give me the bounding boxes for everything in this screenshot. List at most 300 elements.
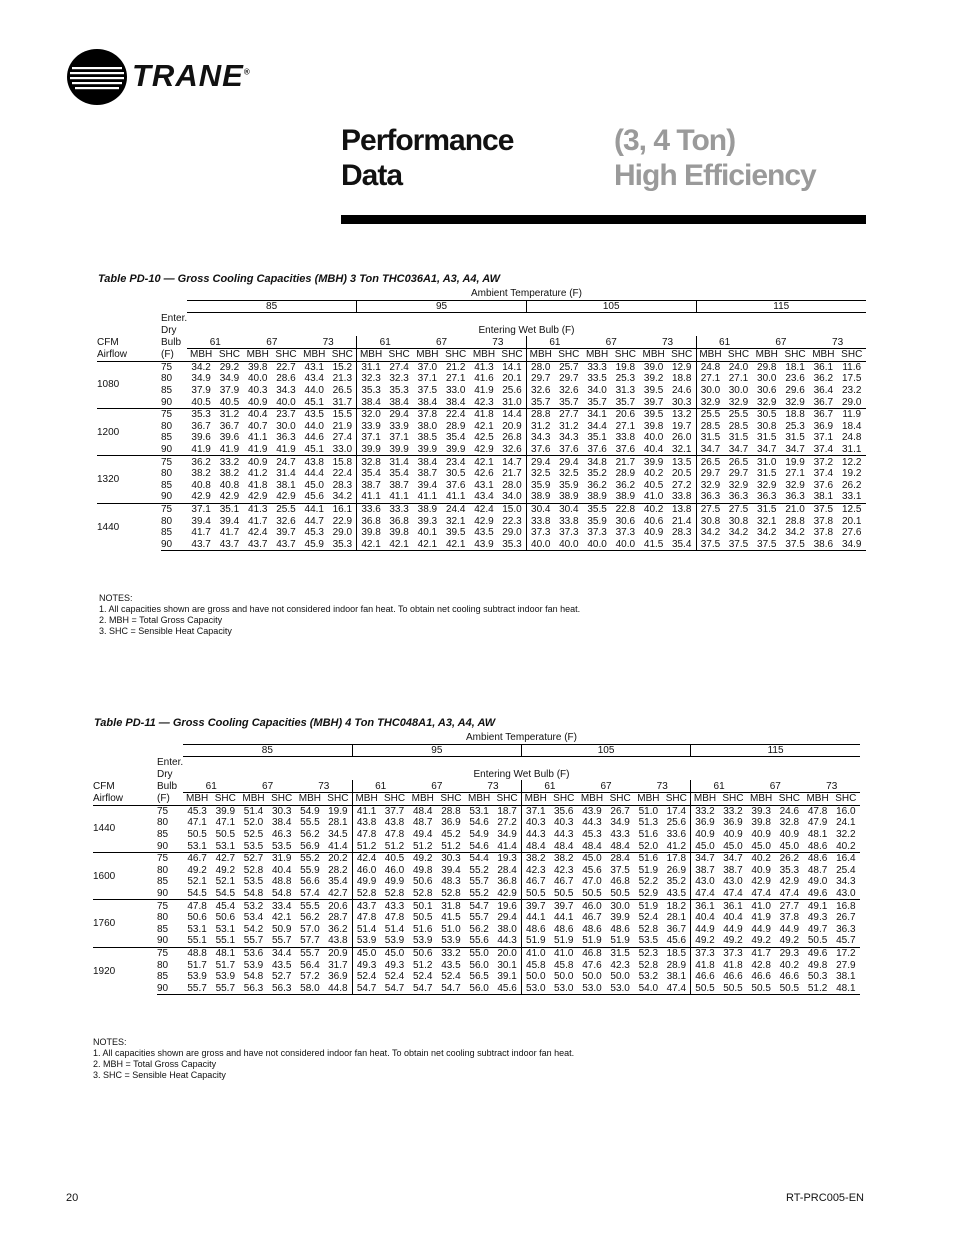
capacity-value: 35.3 — [357, 385, 385, 397]
capacity-value: 45.0 — [751, 840, 771, 852]
capacity-value: 12.5 — [837, 503, 866, 515]
capacity-value: 37.4 — [813, 468, 834, 480]
capacity-value: 38.9 — [559, 491, 579, 503]
capacity-value: 46.6 — [723, 971, 743, 983]
capacity-value: 21.4 — [671, 515, 692, 527]
capacity-value: 40.4 — [271, 864, 292, 876]
capacity-value: 28.9 — [666, 959, 687, 971]
capacity-value: 35.4 — [389, 468, 409, 480]
capacity-value: 37.9 — [219, 385, 240, 397]
capacity-value: 47.1 — [187, 817, 207, 829]
capacity-value: 58.0 — [296, 982, 324, 994]
capacity-value: 49.7 — [807, 923, 828, 935]
capacity-value: 37.1 — [389, 432, 409, 444]
dry-bulb-value: 75 — [157, 805, 169, 817]
capacity-value: 41.9 — [247, 444, 268, 456]
capacity-value: 43.0 — [691, 876, 719, 888]
capacity-value: 47.8 — [183, 900, 211, 912]
capacity-value: 39.7 — [550, 900, 578, 912]
capacity-value: 28.0 — [526, 361, 554, 373]
capacity-value: 45.8 — [521, 959, 549, 971]
capacity-value: 41.2 — [666, 840, 687, 852]
capacity-value: 45.8 — [554, 959, 574, 971]
wet-bulb-header: 73 — [634, 780, 690, 792]
capacity-value: 42.1 — [357, 538, 385, 550]
capacity-value: 36.2 — [187, 456, 215, 468]
blank-cell — [93, 732, 157, 744]
capacity-value: 26.8 — [502, 432, 522, 444]
capacity-value: 25.6 — [502, 385, 522, 397]
cfm-value: 1440 — [93, 823, 116, 835]
enter-label: Enter. — [161, 313, 187, 325]
capacity-value: 37.1 — [813, 432, 834, 444]
table-row — [93, 947, 860, 959]
capacity-value: 33.6 — [666, 829, 687, 841]
capacity-value: 45.0 — [352, 947, 380, 959]
capacity-value: 18.2 — [662, 900, 690, 912]
dry-label: Dry — [157, 769, 173, 781]
capacity-value: 26.9 — [666, 864, 687, 876]
capacity-value: 16.0 — [836, 805, 856, 817]
cfm-value: 1320 — [97, 456, 161, 503]
capacity-value: 49.9 — [352, 876, 380, 888]
capacity-value: 17.2 — [832, 947, 860, 959]
capacity-value: 46.8 — [578, 947, 606, 959]
capacity-value: 12.9 — [671, 361, 692, 373]
capacity-value: 53.1 — [215, 840, 236, 852]
capacity-value: 37.5 — [753, 538, 781, 550]
capacity-value: 21.3 — [332, 373, 353, 385]
capacity-value: 35.2 — [587, 468, 607, 480]
capacity-value: 32.9 — [728, 479, 749, 491]
capacity-value: 42.4 — [470, 503, 498, 515]
capacity-value: 35.4 — [357, 468, 385, 480]
capacity-value: 44.9 — [723, 923, 743, 935]
capacity-value: 53.9 — [441, 935, 461, 947]
table-row — [93, 935, 860, 947]
capacity-value: 29.0 — [332, 527, 353, 539]
capacity-value: 35.4 — [328, 876, 348, 888]
ambient-temperature-label: Ambient Temperature (F) — [466, 732, 577, 744]
capacity-value: 45.7 — [836, 935, 856, 947]
capacity-value: 48.4 — [521, 840, 549, 852]
capacity-value: 38.4 — [357, 396, 385, 408]
capacity-value: 49.2 — [187, 864, 207, 876]
capacity-value: 39.4 — [219, 515, 240, 527]
capacity-value: 32.8 — [779, 817, 800, 829]
capacity-value: 22.3 — [502, 515, 522, 527]
table-row — [93, 959, 860, 971]
dry-label: Dry — [161, 325, 177, 337]
capacity-value: 40.9 — [643, 527, 664, 539]
dry-bulb-value: 75 — [161, 503, 187, 515]
table-row — [93, 852, 860, 864]
capacity-value: 46.7 — [554, 876, 574, 888]
capacity-value: 45.1 — [304, 444, 324, 456]
capacity-value: 37.8 — [413, 408, 441, 420]
capacity-value: 36.3 — [696, 491, 724, 503]
capacity-value: 37.8 — [779, 912, 800, 924]
dry-bulb-value: 75 — [157, 947, 183, 959]
capacity-value: 38.9 — [413, 503, 441, 515]
capacity-value: 19.8 — [615, 361, 636, 373]
capacity-value: 42.1 — [271, 912, 292, 924]
capacity-value: 31.7 — [332, 396, 353, 408]
capacity-value: 45.0 — [691, 840, 719, 852]
capacity-value: 34.3 — [836, 876, 856, 888]
capacity-value: 27.7 — [555, 408, 583, 420]
capacity-value: 43.3 — [610, 829, 630, 841]
capacity-value: 50.9 — [271, 923, 292, 935]
capacity-value: 41.6 — [474, 373, 494, 385]
capacity-value: 35.1 — [587, 432, 607, 444]
capacity-value: 50.1 — [409, 900, 437, 912]
capacity-value: 36.7 — [191, 420, 211, 432]
capacity-value: 50.5 — [691, 982, 719, 994]
capacity-value: 55.9 — [300, 864, 320, 876]
capacity-value: 11.6 — [842, 361, 862, 373]
capacity-value: 43.9 — [582, 805, 602, 817]
capacity-value: 42.9 — [779, 876, 800, 888]
capacity-value: 55.7 — [271, 935, 292, 947]
ambient-temperature-label: Ambient Temperature (F) — [471, 288, 582, 300]
capacity-value: 27.5 — [696, 503, 724, 515]
capacity-value: 36.2 — [615, 479, 636, 491]
wet-bulb-header: 67 — [239, 780, 295, 792]
capacity-value: 41.1 — [445, 491, 466, 503]
capacity-value: 40.5 — [643, 479, 664, 491]
capacity-value: 15.2 — [332, 361, 353, 373]
capacity-value: 42.9 — [219, 491, 240, 503]
capacity-value: 39.9 — [610, 912, 630, 924]
capacity-value: 33.8 — [559, 515, 579, 527]
title-line-1: Performance — [341, 124, 514, 157]
capacity-value: 46.7 — [183, 852, 211, 864]
table-row — [93, 982, 860, 994]
capacity-value: 35.9 — [587, 515, 607, 527]
capacity-value: 49.3 — [384, 959, 405, 971]
capacity-value: 48.1 — [807, 829, 828, 841]
capacity-value: 53.1 — [187, 923, 207, 935]
capacity-value: 33.3 — [587, 361, 607, 373]
capacity-value: 34.4 — [587, 420, 607, 432]
capacity-value: 15.0 — [498, 503, 526, 515]
capacity-value: 45.6 — [666, 935, 687, 947]
capacity-value: 42.9 — [474, 444, 494, 456]
capacity-value: 41.3 — [474, 361, 494, 373]
capacity-value: 32.1 — [445, 515, 466, 527]
capacity-value: 38.0 — [497, 923, 517, 935]
capacity-value: 51.4 — [243, 805, 264, 817]
capacity-value: 34.7 — [691, 852, 719, 864]
mbh-header: MBH — [409, 792, 437, 805]
capacity-value: 51.6 — [634, 852, 662, 864]
page-subtitle — [614, 123, 816, 193]
table-row — [97, 456, 866, 468]
capacity-value: 36.9 — [328, 971, 348, 983]
capacity-value: 44.3 — [497, 935, 517, 947]
capacity-value: 35.2 — [666, 876, 687, 888]
capacity-value: 43.9 — [470, 538, 498, 550]
capacity-value: 21.0 — [781, 503, 809, 515]
table-row — [93, 840, 860, 852]
capacity-value: 45.2 — [441, 829, 461, 841]
capacity-value: 49.2 — [691, 935, 719, 947]
capacity-value: 19.9 — [781, 456, 809, 468]
capacity-value: 39.7 — [521, 900, 549, 912]
capacity-value: 42.1 — [385, 538, 413, 550]
capacity-value: 27.1 — [696, 373, 724, 385]
capacity-value: 46.8 — [610, 876, 630, 888]
capacity-value: 46.6 — [691, 971, 719, 983]
capacity-value: 37.5 — [724, 538, 752, 550]
capacity-value: 51.9 — [638, 864, 659, 876]
capacity-value: 39.9 — [640, 456, 668, 468]
capacity-value: 22.4 — [332, 468, 353, 480]
capacity-value: 49.2 — [751, 935, 771, 947]
capacity-value: 43.5 — [666, 888, 687, 900]
capacity-value: 42.9 — [276, 491, 296, 503]
capacity-value: 50.5 — [554, 888, 574, 900]
capacity-value: 32.6 — [559, 385, 579, 397]
capacity-value: 50.0 — [610, 971, 630, 983]
capacity-value: 39.8 — [643, 420, 664, 432]
capacity-value: 42.4 — [247, 527, 268, 539]
capacity-value: 37.1 — [357, 432, 385, 444]
capacity-value: 46.7 — [582, 912, 602, 924]
capacity-value: 32.6 — [526, 385, 554, 397]
capacity-value: 34.3 — [526, 432, 554, 444]
capacity-value: 41.8 — [723, 959, 743, 971]
capacity-value: 53.1 — [469, 805, 489, 817]
capacity-value: 23.4 — [442, 456, 470, 468]
capacity-value: 27.9 — [836, 959, 856, 971]
dry-bulb-value: 85 — [157, 923, 169, 935]
capacity-value: 28.6 — [276, 373, 296, 385]
capacity-value: 46.6 — [779, 971, 800, 983]
capacity-value: 23.7 — [272, 408, 300, 420]
table-row — [97, 396, 866, 408]
bulb-label: Bulb — [157, 780, 178, 792]
capacity-value: 29.4 — [385, 408, 413, 420]
capacity-value: 33.1 — [842, 491, 862, 503]
capacity-value: 35.3 — [328, 538, 356, 550]
capacity-value: 39.9 — [357, 444, 385, 456]
entering-wet-bulb-label: Entering Wet Bulb (F) — [478, 325, 575, 337]
table-row — [93, 805, 860, 817]
capacity-value: 53.1 — [187, 840, 207, 852]
capacity-value: 45.6 — [304, 491, 324, 503]
capacity-value: 19.2 — [842, 468, 862, 480]
ambient-temp-header: 95 — [352, 744, 521, 757]
dry-bulb-value: 80 — [161, 468, 173, 480]
capacity-value: 48.6 — [521, 924, 549, 936]
capacity-value: 42.4 — [352, 852, 380, 864]
capacity-value: 49.4 — [412, 829, 433, 841]
capacity-value: 44.7 — [304, 515, 324, 527]
capacity-value: 30.6 — [615, 515, 636, 527]
blank-cell — [97, 288, 161, 300]
trane-logo — [66, 48, 128, 111]
mbh-header: MBH — [239, 792, 267, 805]
capacity-value: 42.5 — [474, 432, 494, 444]
table-row — [93, 912, 860, 924]
blank-cell — [161, 288, 187, 300]
capacity-value: 51.9 — [610, 935, 630, 947]
table-row — [93, 817, 860, 829]
capacity-value: 44.3 — [554, 829, 574, 841]
capacity-value: 55.2 — [469, 888, 489, 900]
capacity-value: 45.0 — [304, 479, 324, 491]
capacity-value: 29.8 — [757, 361, 777, 373]
capacity-value: 48.6 — [807, 840, 828, 852]
capacity-value: 50.5 — [775, 982, 803, 994]
capacity-value: 28.9 — [445, 420, 466, 432]
capacity-value: 56.5 — [469, 971, 489, 983]
capacity-value: 44.3 — [582, 817, 602, 829]
capacity-value: 50.5 — [807, 935, 828, 947]
capacity-value: 22.8 — [611, 503, 639, 515]
capacity-value: 33.0 — [332, 444, 353, 456]
capacity-value: 31.4 — [385, 456, 413, 468]
capacity-value: 27.4 — [332, 432, 353, 444]
wet-bulb-header: 61 — [521, 780, 577, 792]
mbh-header: MBH — [352, 792, 380, 805]
capacity-value: 36.3 — [757, 491, 777, 503]
table-row — [97, 444, 866, 456]
unit-label: (F) — [157, 792, 183, 805]
mbh-header: MBH — [809, 348, 837, 361]
note-line: 1. All capacities shown are gross and have not considered indoor fan heat. To obtain net cooling subtract indoor fan heat. — [93, 1048, 575, 1058]
capacity-value: 47.4 — [691, 888, 719, 900]
capacity-value: 35.3 — [498, 538, 526, 550]
capacity-value: 51.7 — [187, 959, 207, 971]
capacity-value: 39.7 — [643, 396, 664, 408]
capacity-value: 31.0 — [502, 396, 522, 408]
note-line: 3. SHC = Sensible Heat Capacity — [99, 626, 232, 636]
capacity-value: 42.6 — [474, 468, 494, 480]
capacity-value: 53.9 — [352, 935, 380, 947]
capacity-value: 41.9 — [191, 444, 211, 456]
capacity-value: 43.5 — [300, 408, 328, 420]
capacity-value: 25.3 — [615, 373, 636, 385]
ambient-temp-header: 95 — [357, 300, 527, 313]
wet-bulb-header: 73 — [803, 780, 860, 792]
capacity-value: 27.6 — [842, 527, 862, 539]
capacity-value: 18.4 — [842, 420, 862, 432]
dry-bulb-value: 75 — [161, 456, 187, 468]
capacity-value: 52.8 — [638, 923, 659, 935]
page-number: 20 — [66, 1192, 79, 1204]
capacity-value: 53.5 — [243, 840, 264, 852]
capacity-value: 43.7 — [187, 538, 215, 550]
capacity-value: 57.4 — [300, 888, 320, 900]
capacity-value: 51.2 — [352, 840, 380, 852]
capacity-value: 39.9 — [389, 444, 409, 456]
capacity-value: 40.5 — [191, 396, 211, 408]
capacity-value: 42.3 — [474, 396, 494, 408]
capacity-value: 49.6 — [803, 947, 831, 959]
capacity-value: 53.2 — [239, 900, 267, 912]
table-row — [97, 421, 866, 433]
capacity-value: 40.9 — [244, 456, 272, 468]
shc-header: SHC — [662, 792, 690, 805]
capacity-value: 44.1 — [521, 912, 549, 924]
table-row — [97, 468, 866, 480]
capacity-value: 55.1 — [215, 935, 236, 947]
capacity-value: 41.0 — [747, 900, 775, 912]
capacity-value: 23.2 — [842, 385, 862, 397]
capacity-value: 52.8 — [243, 864, 264, 876]
mbh-header: MBH — [691, 792, 719, 805]
capacity-value: 50.5 — [187, 829, 207, 841]
capacity-value: 57.7 — [300, 935, 320, 947]
table-row — [97, 491, 866, 503]
capacity-value: 27.7 — [775, 900, 803, 912]
capacity-value: 34.3 — [559, 432, 579, 444]
blank-cell — [97, 325, 161, 337]
capacity-value: 34.5 — [328, 829, 348, 841]
capacity-value: 39.5 — [640, 408, 668, 420]
blank-cell — [97, 313, 161, 325]
notes-pd10 — [99, 593, 580, 637]
capacity-value: 55.5 — [296, 900, 324, 912]
capacity-value: 20.9 — [502, 420, 522, 432]
capacity-value: 34.7 — [785, 444, 805, 456]
capacity-value: 43.8 — [352, 817, 380, 829]
capacity-value: 26.7 — [836, 912, 856, 924]
capacity-value: 30.8 — [728, 515, 749, 527]
capacity-value: 54.6 — [469, 840, 489, 852]
wet-bulb-header: 61 — [691, 780, 747, 792]
capacity-value: 36.7 — [219, 420, 240, 432]
capacity-value: 28.8 — [526, 408, 554, 420]
capacity-value: 36.3 — [785, 491, 805, 503]
mbh-header: MBH — [470, 348, 498, 361]
capacity-value: 17.4 — [666, 805, 687, 817]
capacity-value: 32.5 — [559, 468, 579, 480]
capacity-value: 35.6 — [554, 805, 574, 817]
capacity-value: 38.1 — [813, 491, 834, 503]
capacity-value: 54.9 — [469, 829, 489, 841]
capacity-value: 53.9 — [187, 971, 207, 983]
capacity-value: 37.3 — [691, 947, 719, 959]
capacity-value: 31.5 — [785, 432, 805, 444]
capacity-value: 38.2 — [550, 852, 578, 864]
capacity-value: 33.2 — [723, 805, 743, 817]
capacity-value: 30.4 — [526, 503, 554, 515]
capacity-value: 53.0 — [550, 982, 578, 994]
capacity-value: 38.9 — [526, 491, 554, 503]
capacity-value: 52.4 — [352, 971, 380, 983]
capacity-value: 11.9 — [837, 408, 866, 420]
capacity-value: 44.1 — [554, 912, 574, 924]
capacity-value: 53.6 — [239, 947, 267, 959]
wet-bulb-header: 61 — [183, 780, 239, 792]
registered-mark: ® — [243, 67, 251, 77]
capacity-value: 34.2 — [191, 361, 211, 373]
capacity-value: 50.5 — [412, 912, 433, 924]
wet-bulb-header: 73 — [809, 336, 866, 348]
capacity-value: 54.0 — [634, 982, 662, 994]
capacity-value: 52.0 — [243, 817, 264, 829]
capacity-value: 31.7 — [328, 959, 348, 971]
capacity-value: 35.7 — [559, 396, 579, 408]
capacity-value: 39.9 — [417, 444, 438, 456]
capacity-value: 35.3 — [779, 864, 800, 876]
capacity-value: 36.3 — [276, 432, 296, 444]
cfm-value: 1760 — [93, 900, 157, 947]
